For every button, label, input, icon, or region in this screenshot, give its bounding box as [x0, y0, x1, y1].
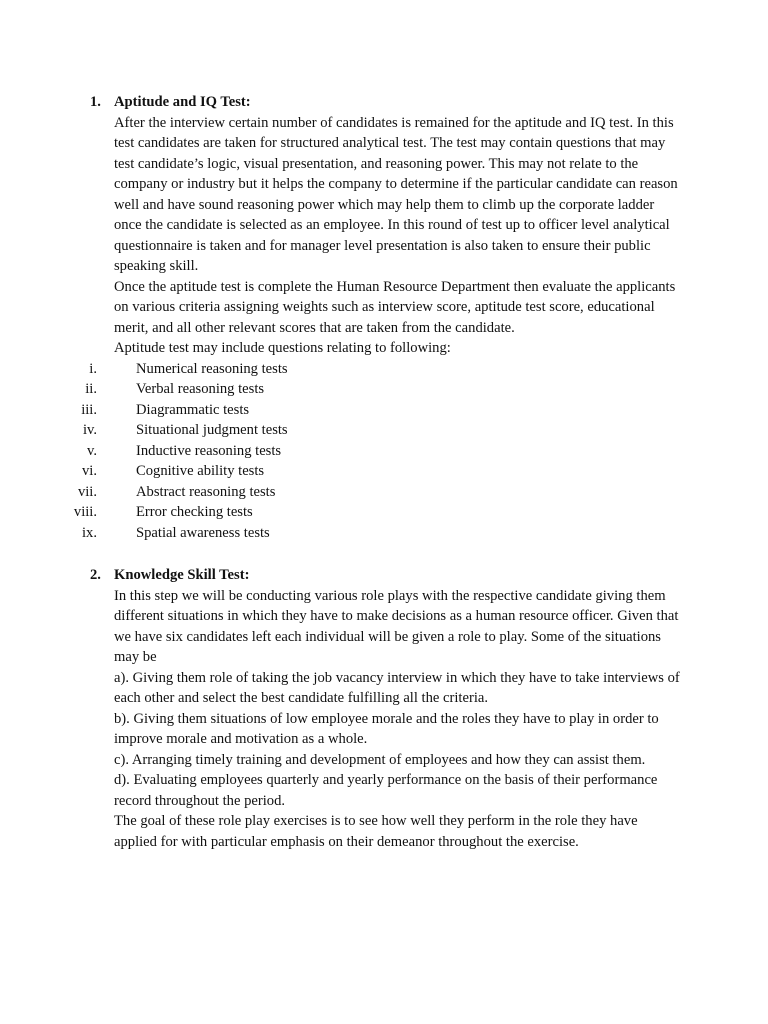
list-item: [0, 420, 684, 441]
list-item: [0, 502, 684, 523]
section-number: 2.: [90, 567, 101, 583]
list-numeral: vii.: [77, 483, 97, 500]
list-numeral: iii.: [81, 401, 97, 418]
list-text: Abstract reasoning tests: [136, 483, 276, 500]
list-numeral: ix.: [82, 524, 97, 541]
list-item: [0, 441, 684, 462]
paragraph: b). Giving them situations of low employee morale and the roles they have to play in order to improve morale and motivation as a whole.: [114, 710, 659, 747]
list-text: Situational judgment tests: [136, 422, 288, 438]
list-text: Spatial awareness tests: [136, 524, 270, 541]
section-heading: Aptitude and IQ Test:: [114, 94, 251, 110]
list-item: [0, 461, 684, 482]
section-heading: Knowledge Skill Test:: [114, 567, 250, 583]
list-text: Cognitive ability tests: [136, 463, 265, 479]
list-numeral: iv.: [82, 422, 97, 438]
list-numeral: vi.: [82, 463, 97, 479]
paragraph: After the interview certain number of candidates is remained for the aptitude and IQ test. In this test candidates are taken for structured analytical test. The test may contain questions that may test candidate’s logic, visual presentation, and reasoning power. This may not relate to the company or industry but it helps the company to determine if the particular candidate can reason well and have sound reasoning power which may help them to climb up the corporate ladder once the candidate is selected as an employee. In this round of test up to officer level analytical questionnaire is taken and for manager level presentation is also taken to ensure their public speaking skill.: [114, 114, 678, 274]
list-text: Error checking tests: [136, 504, 253, 520]
list-numeral: i.: [89, 360, 97, 377]
test-type-list: [0, 359, 684, 544]
list-text: Numerical reasoning tests: [136, 360, 288, 377]
paragraph: Aptitude test may include questions relating to following:: [114, 340, 451, 356]
section-body: [114, 586, 684, 853]
section-body: [73, 113, 684, 544]
list-numeral: v.: [87, 442, 97, 459]
paragraph: The goal of these role play exercises is to see how well they perform in the role they have applied for with particular emphasis on their demeanor throughout the exercise.: [114, 813, 638, 850]
list-item: [0, 379, 684, 400]
list-item: [0, 523, 684, 544]
list-text: Inductive reasoning tests: [136, 442, 282, 459]
paragraph: Once the aptitude test is complete the Human Resource Department then evaluate the applicants on various criteria assigning weights such as interview score, aptitude test score, educational merit, and all other relevant scores that are taken from the candidate.: [114, 278, 676, 336]
list-text: Verbal reasoning tests: [136, 381, 265, 397]
list-text: Diagrammatic tests: [136, 401, 250, 418]
section-number: 1.: [90, 94, 101, 110]
paragraph: a). Giving them role of taking the job vacancy interview in which they have to take interviews of each other and select the best candidate fulfilling all the criteria.: [114, 669, 680, 706]
list-item: [0, 482, 684, 503]
list-item: [0, 400, 684, 421]
list-numeral: viii.: [73, 504, 97, 520]
paragraph: c). Arranging timely training and development of employees and how they can assist them.: [114, 751, 646, 768]
list-item: [0, 359, 684, 380]
paragraph: In this step we will be conducting various role plays with the respective candidate giving them different situations in which they have to make decisions as a human resource officer. Given that we have six candidates left each individual will be given a role to play. Some of the situations may be: [114, 587, 679, 665]
list-numeral: ii.: [85, 381, 97, 397]
paragraph: d). Evaluating employees quarterly and yearly performance on the basis of their performance record throughout the period.: [114, 772, 658, 809]
